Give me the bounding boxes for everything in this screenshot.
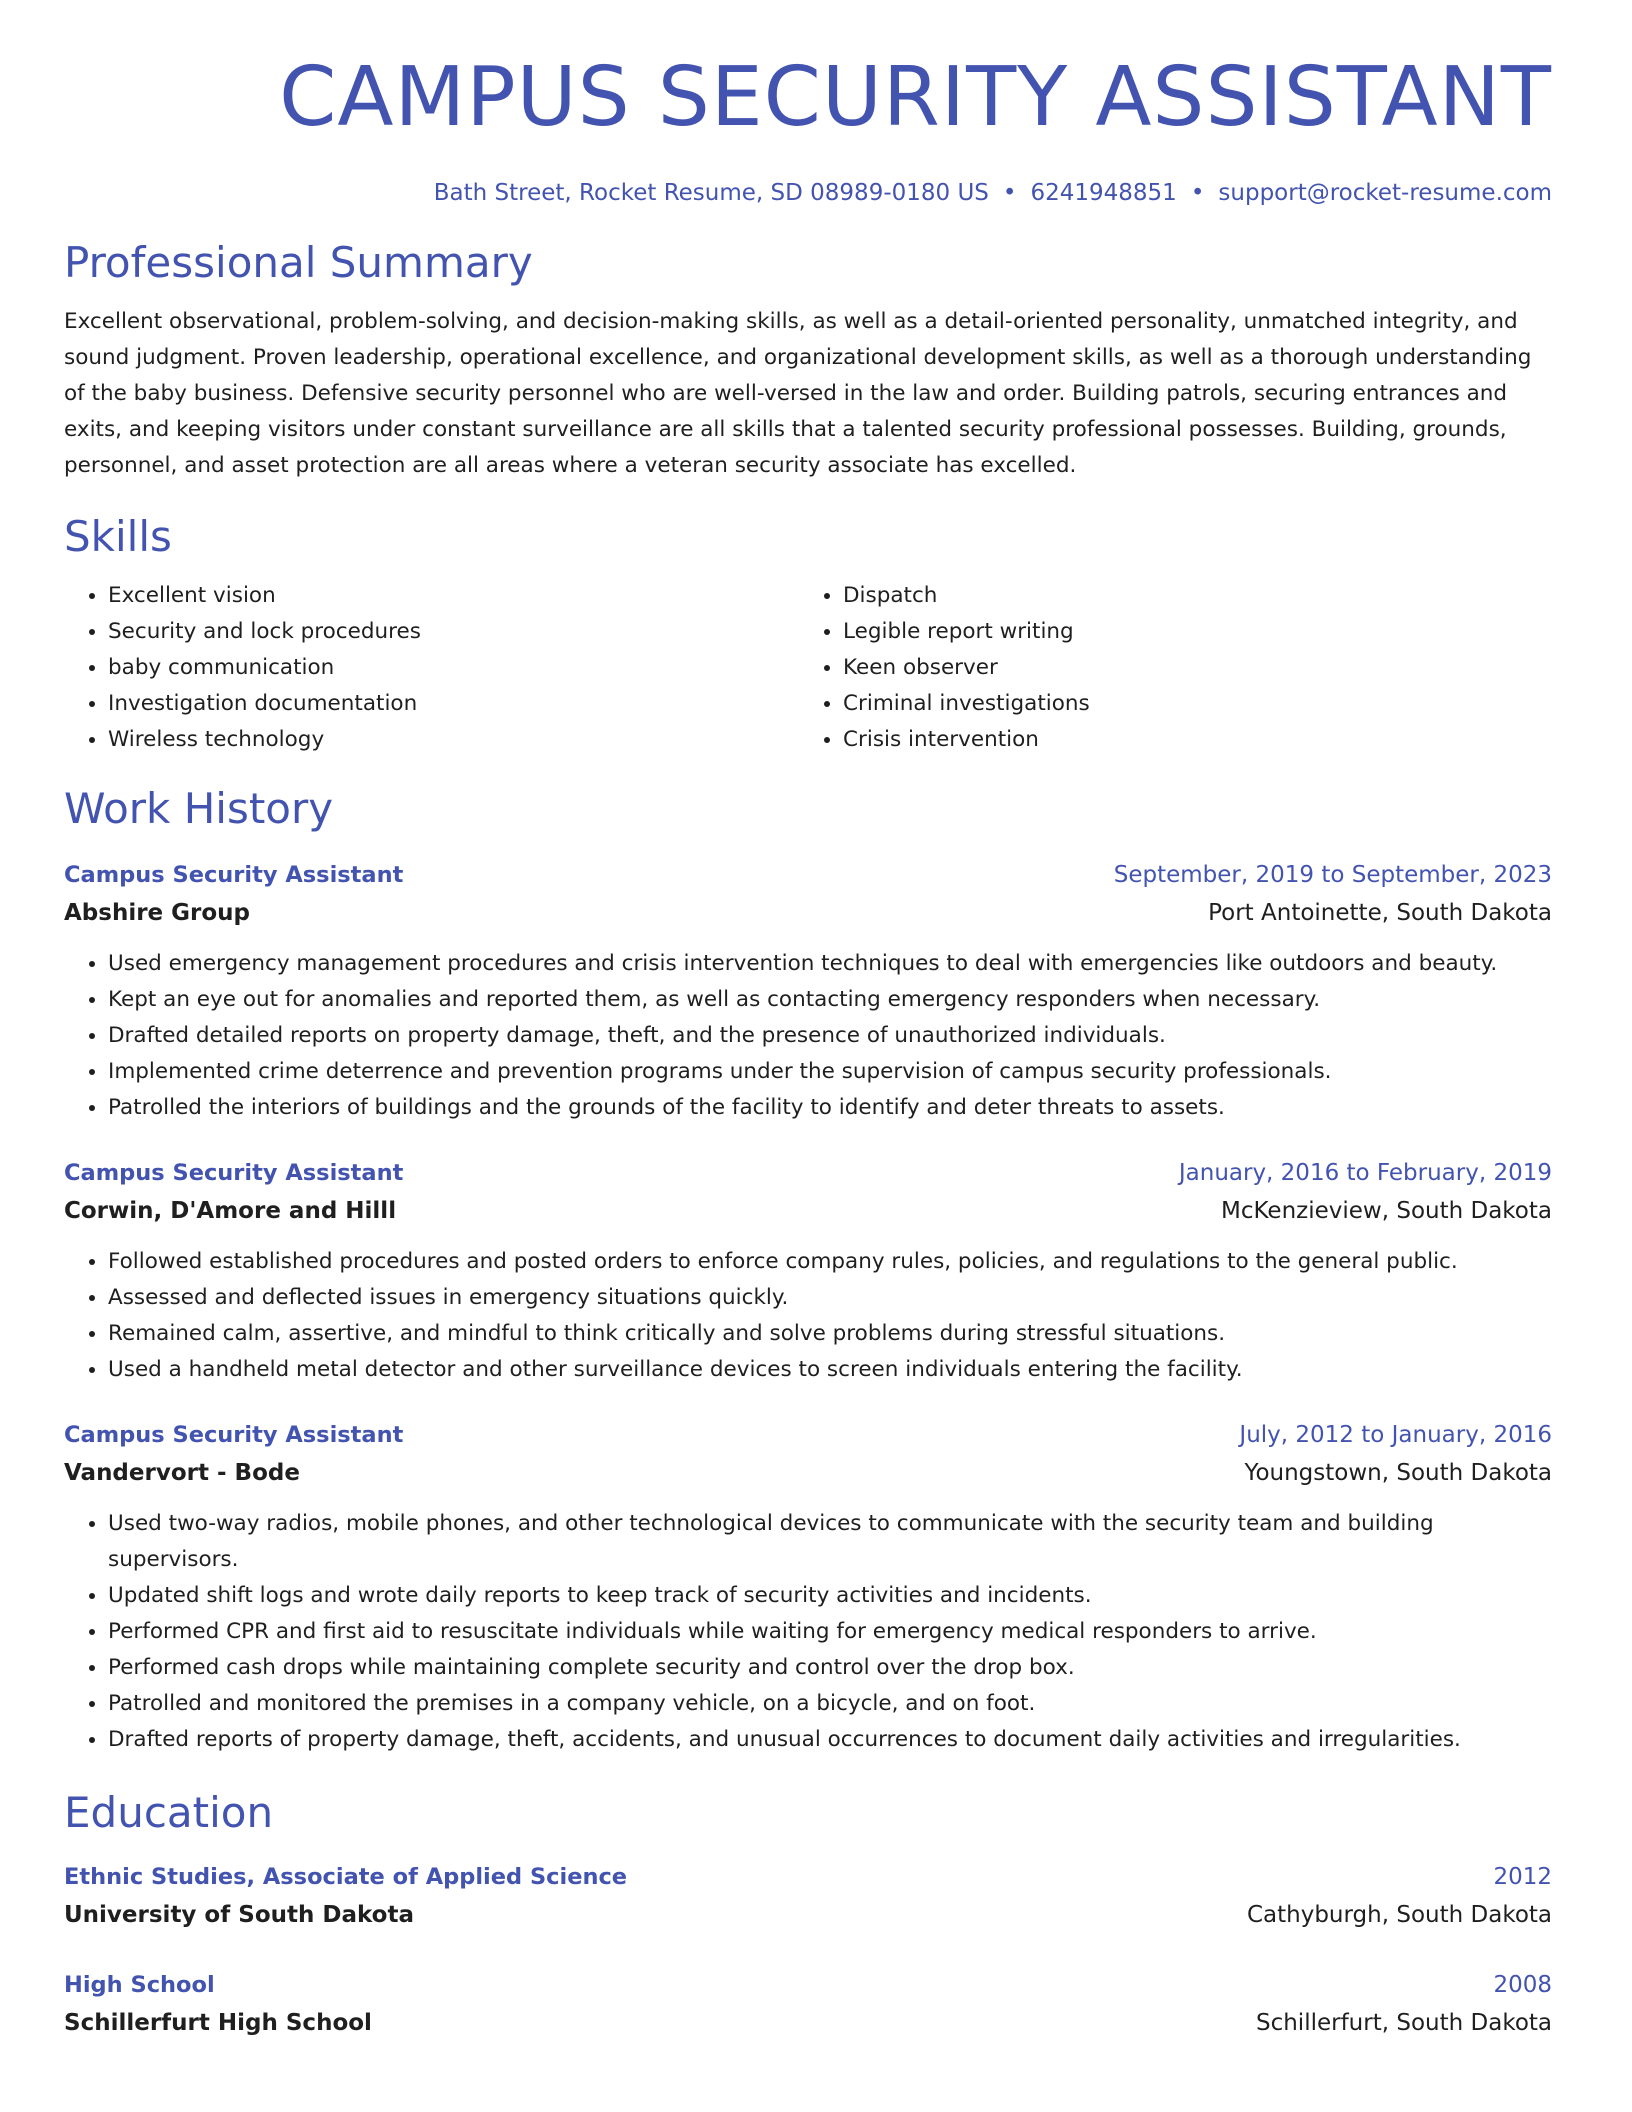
education-entry xyxy=(64,1966,1552,2042)
education-entry xyxy=(64,1858,1552,1934)
skill-item: • Criminal investigations xyxy=(843,686,1534,722)
job-subheader xyxy=(64,1192,1552,1230)
job-entry xyxy=(64,1154,1552,1388)
job-header xyxy=(64,1154,1552,1192)
job-bullet: • Followed established procedures and posted orders to enforce company rules, policies, and regulations to the general public. xyxy=(108,1244,1552,1280)
job-bullet: • Performed cash drops while maintaining complete security and control over the drop box. xyxy=(108,1650,1552,1686)
education-year: 2012 xyxy=(1493,1864,1552,1890)
job-bullet: • Patrolled and monitored the premises in a company vehicle, on a bicycle, and on foot. xyxy=(108,1686,1552,1722)
education-header xyxy=(64,1966,1552,2004)
job-dates: January, 2016 to February, 2019 xyxy=(1178,1160,1552,1186)
skill-item: • Dispatch xyxy=(843,578,1534,614)
skill-item: • Keen observer xyxy=(843,650,1534,686)
job-entry xyxy=(64,1416,1552,1758)
contact-line xyxy=(64,178,1552,208)
skills-heading: Skills xyxy=(64,512,172,561)
job-bullet: • Updated shift logs and wrote daily reports to keep track of security activities and incidents. xyxy=(108,1578,1552,1614)
job-bullets xyxy=(64,946,1552,1126)
contact-phone: 6241948851 xyxy=(1030,180,1177,206)
job-bullet: • Drafted detailed reports on property damage, theft, and the presence of unauthorized individuals. xyxy=(108,1018,1552,1054)
education-location: Cathyburgh, South Dakota xyxy=(1246,1902,1552,1928)
education-subheader xyxy=(64,1896,1552,1934)
skill-item: • Crisis intervention xyxy=(843,722,1534,758)
job-role: Campus Security Assistant xyxy=(64,862,404,888)
job-company: Vandervort - Bode xyxy=(64,1460,300,1486)
job-bullet: • Used a handheld metal detector and other surveillance devices to screen individuals entering the facility. xyxy=(108,1352,1552,1388)
education-location: Schillerfurt, South Dakota xyxy=(1255,2010,1552,2036)
job-bullet: • Drafted reports of property damage, theft, accidents, and unusual occurrences to document daily activities and irregularities. xyxy=(108,1722,1552,1758)
education-degree: High School xyxy=(64,1972,215,1998)
job-header xyxy=(64,1416,1552,1454)
job-entry xyxy=(64,856,1552,1126)
skill-item: • baby communication xyxy=(108,650,799,686)
summary-text: Excellent observational, problem-solving, and decision-making skills, as well as a detail-oriented personality, unmatched integrity, and sound judgment. Proven leadership, operational excellence, and organizational development skills, as well as a thorough understanding of the baby business. Defensive security personnel who are well-versed in the law and order. Building patrols, securing entrances and exits, and keeping visitors under constant surveillance are all skills that a talented security professional possesses. Building, grounds, personnel, and asset protection are all areas where a veteran security associate has excelled. xyxy=(64,309,1532,478)
contact-separator: • xyxy=(1002,180,1017,206)
contact-separator: • xyxy=(1190,180,1205,206)
job-bullet: • Used two-way radios, mobile phones, and other technological devices to communicate with the security team and building supervisors. xyxy=(108,1506,1552,1578)
contact-email: support@rocket-resume.com xyxy=(1218,180,1552,206)
job-bullet: • Used emergency management procedures and crisis intervention techniques to deal with emergencies like outdoors and beauty. xyxy=(108,946,1552,982)
job-location: Youngstown, South Dakota xyxy=(1244,1460,1552,1486)
skills-column-left xyxy=(64,578,799,758)
education-year: 2008 xyxy=(1493,1972,1552,1998)
job-bullets xyxy=(64,1506,1552,1758)
job-location: Port Antoinette, South Dakota xyxy=(1208,900,1552,926)
resume-page xyxy=(64,50,1552,2042)
resume-name: CAMPUS SECURITY ASSISTANT xyxy=(279,50,1552,145)
job-subheader xyxy=(64,1454,1552,1492)
skills-column-right xyxy=(799,578,1534,758)
job-bullet: • Kept an eye out for anomalies and reported them, as well as contacting emergency responders when necessary. xyxy=(108,982,1552,1018)
job-bullet: • Performed CPR and first aid to resuscitate individuals while waiting for emergency medical responders to arrive. xyxy=(108,1614,1552,1650)
job-role: Campus Security Assistant xyxy=(64,1422,404,1448)
education-school: University of South Dakota xyxy=(64,1902,414,1928)
job-header xyxy=(64,856,1552,894)
education-header xyxy=(64,1858,1552,1896)
skills-list xyxy=(64,578,1552,758)
job-bullets xyxy=(64,1244,1552,1388)
job-company: Corwin, D'Amore and Hilll xyxy=(64,1198,397,1224)
education-heading: Education xyxy=(64,1788,274,1837)
job-bullet: • Assessed and deflected issues in emergency situations quickly. xyxy=(108,1280,1552,1316)
summary-heading: Professional Summary xyxy=(64,238,533,287)
skill-item: • Legible report writing xyxy=(843,614,1534,650)
job-dates: September, 2019 to September, 2023 xyxy=(1113,862,1552,888)
job-bullet: • Implemented crime deterrence and prevention programs under the supervision of campus security professionals. xyxy=(108,1054,1552,1090)
job-location: McKenzieview, South Dakota xyxy=(1221,1198,1552,1224)
skill-item: • Wireless technology xyxy=(108,722,799,758)
work-history-heading: Work History xyxy=(64,784,334,833)
job-bullet: • Remained calm, assertive, and mindful to think critically and solve problems during stressful situations. xyxy=(108,1316,1552,1352)
skill-item: • Excellent vision xyxy=(108,578,799,614)
job-role: Campus Security Assistant xyxy=(64,1160,404,1186)
job-dates: July, 2012 to January, 2016 xyxy=(1239,1422,1552,1448)
education-subheader xyxy=(64,2004,1552,2042)
job-bullet: • Patrolled the interiors of buildings and the grounds of the facility to identify and deter threats to assets. xyxy=(108,1090,1552,1126)
education-school: Schillerfurt High School xyxy=(64,2010,372,2036)
job-subheader xyxy=(64,894,1552,932)
job-company: Abshire Group xyxy=(64,900,251,926)
contact-address: Bath Street, Rocket Resume, SD 08989-0180 US xyxy=(433,180,989,206)
education-degree: Ethnic Studies, Associate of Applied Science xyxy=(64,1864,628,1890)
skill-item: • Security and lock procedures xyxy=(108,614,799,650)
skill-item: • Investigation documentation xyxy=(108,686,799,722)
